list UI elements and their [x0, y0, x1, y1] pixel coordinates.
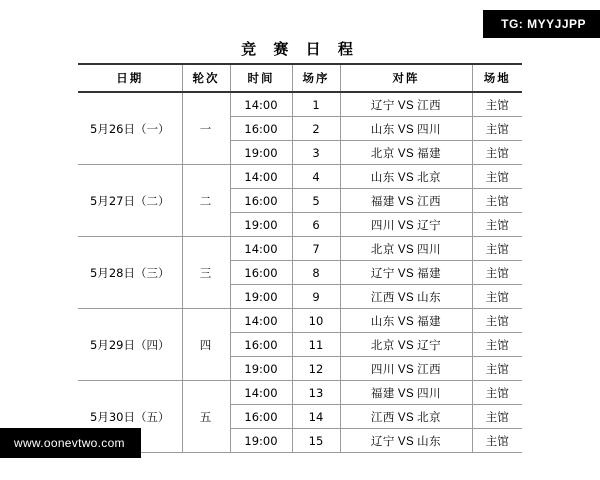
- team-a: 北京: [370, 241, 395, 256]
- team-a: 北京: [370, 145, 395, 160]
- table-body: [78, 92, 522, 453]
- cell-time: 19:00: [230, 429, 292, 453]
- team-a: 山东: [370, 169, 395, 184]
- cell-round: 一: [182, 92, 230, 165]
- vs-label: VS: [397, 315, 415, 328]
- team-a: 四川: [370, 361, 395, 376]
- table-row: [78, 381, 522, 405]
- vs-label: VS: [397, 243, 415, 256]
- cell-venue: 主馆: [472, 237, 522, 261]
- cell-date: 5月29日（四）: [78, 309, 182, 381]
- cell-time: 14:00: [230, 309, 292, 333]
- team-b: 四川: [417, 121, 442, 136]
- cell-order: 12: [292, 357, 340, 381]
- cell-match: [340, 213, 472, 237]
- cell-time: 16:00: [230, 261, 292, 285]
- column-header-date: 日期: [78, 64, 182, 92]
- cell-round: 五: [182, 381, 230, 453]
- cell-time: 19:00: [230, 285, 292, 309]
- cell-venue: 主馆: [472, 381, 522, 405]
- cell-round: 四: [182, 309, 230, 381]
- column-header-order: 场序: [292, 64, 340, 92]
- cell-time: 14:00: [230, 237, 292, 261]
- cell-order: 3: [292, 141, 340, 165]
- team-b: 四川: [417, 241, 442, 256]
- team-a: 福建: [370, 193, 395, 208]
- team-a: 辽宁: [370, 265, 395, 280]
- team-b: 北京: [417, 169, 442, 184]
- cell-match: [340, 237, 472, 261]
- team-a: 江西: [370, 409, 395, 424]
- cell-match: [340, 117, 472, 141]
- table-header: [78, 64, 522, 92]
- cell-round: 三: [182, 237, 230, 309]
- vs-label: VS: [397, 339, 415, 352]
- team-b: 北京: [417, 409, 442, 424]
- vs-label: VS: [397, 147, 415, 160]
- vs-label: VS: [397, 123, 415, 136]
- cell-match: [340, 309, 472, 333]
- cell-match: [340, 333, 472, 357]
- cell-time: 14:00: [230, 165, 292, 189]
- column-header-match: 对阵: [340, 64, 472, 92]
- cell-time: 16:00: [230, 189, 292, 213]
- cell-date: 5月28日（三）: [78, 237, 182, 309]
- cell-time: 14:00: [230, 381, 292, 405]
- telegram-badge: TG: MYYJJPP: [483, 10, 600, 38]
- cell-venue: 主馆: [472, 333, 522, 357]
- cell-order: 11: [292, 333, 340, 357]
- vs-label: VS: [397, 99, 415, 112]
- cell-venue: 主馆: [472, 261, 522, 285]
- cell-order: 15: [292, 429, 340, 453]
- team-b: 山东: [417, 289, 442, 304]
- cell-venue: 主馆: [472, 429, 522, 453]
- schedule-table-container: [78, 63, 522, 453]
- cell-time: 16:00: [230, 333, 292, 357]
- cell-time: 16:00: [230, 117, 292, 141]
- cell-order: 14: [292, 405, 340, 429]
- team-b: 江西: [417, 361, 442, 376]
- cell-venue: 主馆: [472, 285, 522, 309]
- cell-match: [340, 92, 472, 117]
- table-row: [78, 165, 522, 189]
- cell-time: 19:00: [230, 141, 292, 165]
- cell-order: 7: [292, 237, 340, 261]
- cell-venue: 主馆: [472, 165, 522, 189]
- cell-order: 13: [292, 381, 340, 405]
- cell-venue: 主馆: [472, 405, 522, 429]
- cell-time: 14:00: [230, 92, 292, 117]
- column-header-venue: 场地: [472, 64, 522, 92]
- cell-match: [340, 405, 472, 429]
- cell-match: [340, 429, 472, 453]
- cell-venue: 主馆: [472, 141, 522, 165]
- table-header-row: [78, 64, 522, 92]
- cell-match: [340, 165, 472, 189]
- cell-match: [340, 261, 472, 285]
- page-title: 竞 赛 日 程: [241, 40, 359, 58]
- team-a: 辽宁: [370, 433, 395, 448]
- team-a: 辽宁: [370, 97, 395, 112]
- vs-label: VS: [397, 435, 415, 448]
- cell-order: 5: [292, 189, 340, 213]
- cell-venue: 主馆: [472, 92, 522, 117]
- cell-order: 8: [292, 261, 340, 285]
- team-a: 山东: [370, 121, 395, 136]
- table-row: [78, 309, 522, 333]
- vs-label: VS: [397, 171, 415, 184]
- team-a: 福建: [370, 385, 395, 400]
- vs-label: VS: [397, 267, 415, 280]
- vs-label: VS: [397, 291, 415, 304]
- team-b: 江西: [417, 193, 442, 208]
- website-badge: www.oonevtwo.com: [0, 428, 141, 458]
- table-row: [78, 92, 522, 117]
- team-a: 北京: [370, 337, 395, 352]
- cell-venue: 主馆: [472, 213, 522, 237]
- vs-label: VS: [397, 195, 415, 208]
- team-b: 福建: [417, 313, 442, 328]
- table-row: [78, 237, 522, 261]
- cell-match: [340, 381, 472, 405]
- team-a: 江西: [370, 289, 395, 304]
- cell-venue: 主馆: [472, 357, 522, 381]
- cell-match: [340, 141, 472, 165]
- cell-order: 6: [292, 213, 340, 237]
- team-b: 辽宁: [417, 217, 442, 232]
- cell-date: 5月26日（一）: [78, 92, 182, 165]
- team-b: 江西: [417, 97, 442, 112]
- cell-match: [340, 357, 472, 381]
- cell-match: [340, 285, 472, 309]
- team-a: 四川: [370, 217, 395, 232]
- cell-round: 二: [182, 165, 230, 237]
- cell-date: 5月27日（二）: [78, 165, 182, 237]
- cell-venue: 主馆: [472, 189, 522, 213]
- vs-label: VS: [397, 219, 415, 232]
- column-header-round: 轮次: [182, 64, 230, 92]
- cell-order: 10: [292, 309, 340, 333]
- vs-label: VS: [397, 411, 415, 424]
- cell-venue: 主馆: [472, 309, 522, 333]
- team-b: 辽宁: [417, 337, 442, 352]
- cell-order: 2: [292, 117, 340, 141]
- cell-order: 1: [292, 92, 340, 117]
- column-header-time: 时间: [230, 64, 292, 92]
- cell-date: 5月30日（五）: [78, 381, 182, 453]
- cell-match: [340, 189, 472, 213]
- vs-label: VS: [397, 387, 415, 400]
- team-b: 福建: [417, 145, 442, 160]
- cell-order: 4: [292, 165, 340, 189]
- team-b: 福建: [417, 265, 442, 280]
- team-b: 四川: [417, 385, 442, 400]
- cell-time: 19:00: [230, 213, 292, 237]
- cell-venue: 主馆: [472, 117, 522, 141]
- vs-label: VS: [397, 363, 415, 376]
- cell-order: 9: [292, 285, 340, 309]
- team-b: 山东: [417, 433, 442, 448]
- cell-time: 16:00: [230, 405, 292, 429]
- schedule-table: [78, 63, 522, 453]
- team-a: 山东: [370, 313, 395, 328]
- cell-time: 19:00: [230, 357, 292, 381]
